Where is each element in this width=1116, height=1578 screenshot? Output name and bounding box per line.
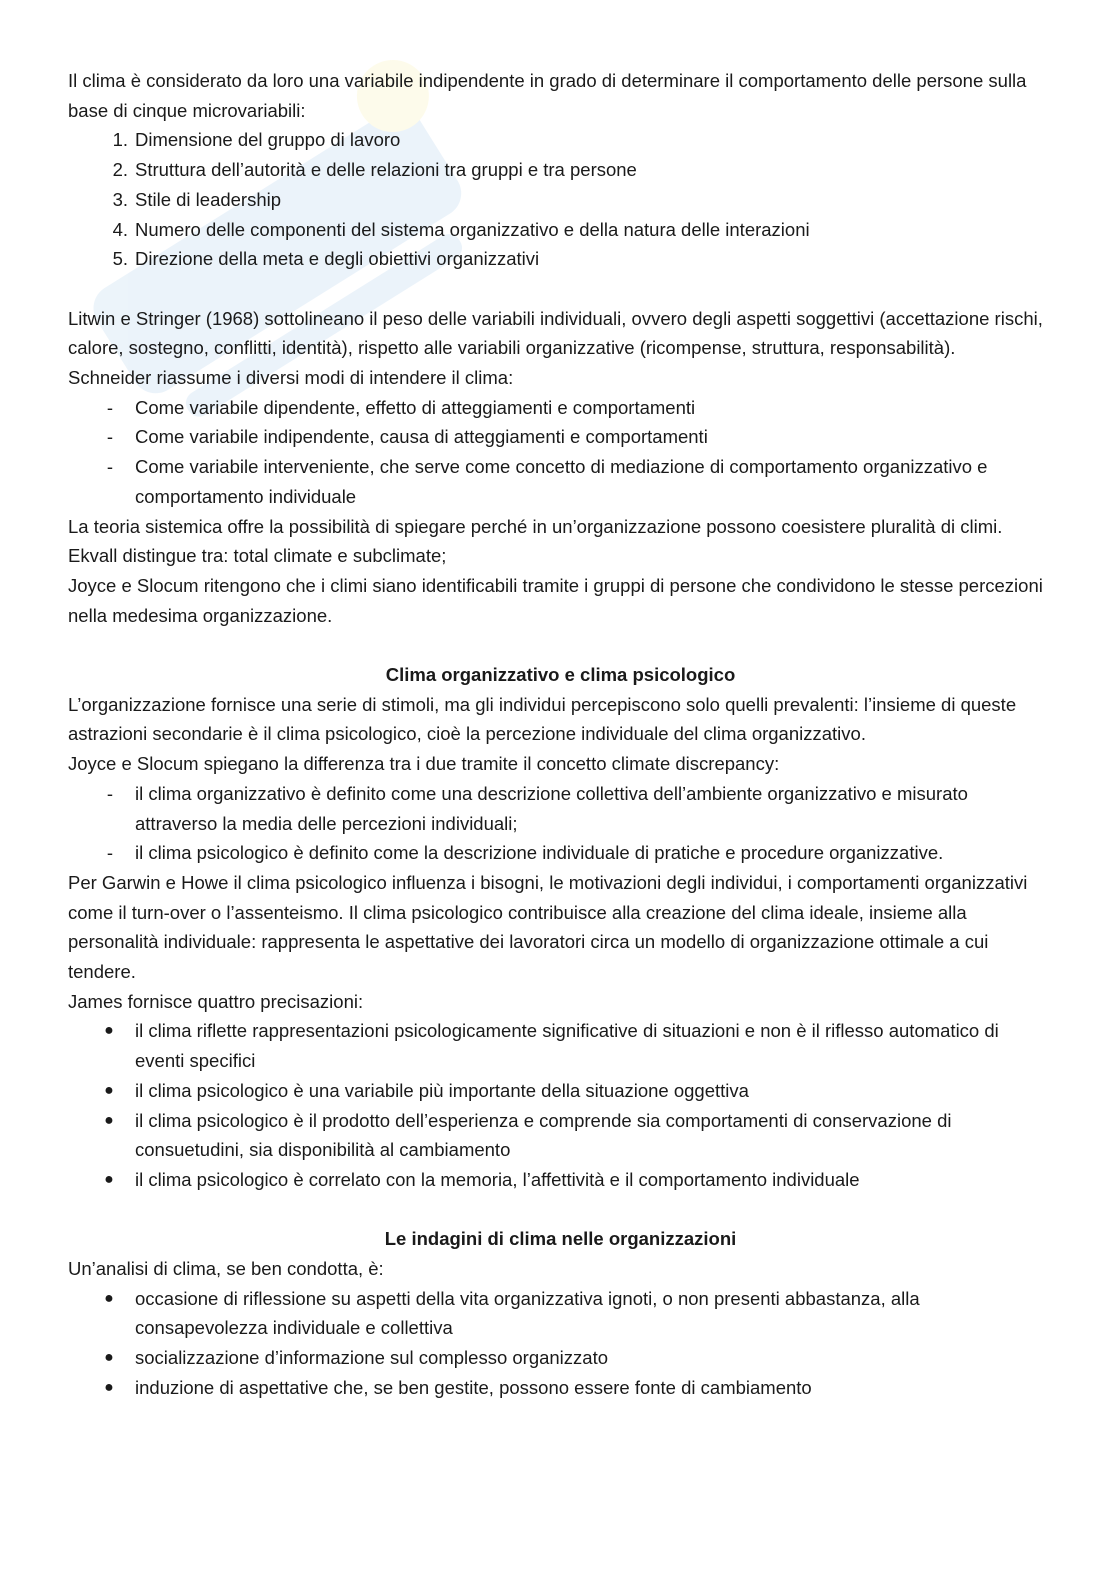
list-item-text: Come variabile dipendente, effetto di atteggiamenti e comportamenti (135, 396, 696, 418)
list-item-text: il clima psicologico è una variabile più importante della situazione oggettiva (135, 1079, 749, 1101)
microvariables-list (68, 125, 1053, 274)
list-item (68, 185, 1053, 215)
paragraph: L’organizzazione fornisce una serie di stimoli, ma gli individui percepiscono solo quelli prevalenti: l’insieme di queste astrazioni secondarie è il clima psicologico, cioè la percezione individuale del clima organizzativo. (68, 693, 1017, 745)
list-item-text: il clima psicologico è correlato con la memoria, l’affettività e il comportamento individuale (135, 1168, 860, 1190)
dash-marker: - (106, 782, 114, 804)
bullet-marker: ● (104, 1378, 114, 1396)
list-item (68, 155, 1053, 185)
list-item-text: Dimensione del gruppo di lavoro (135, 129, 401, 151)
list-item-text: Come variabile interveniente, che serve come concetto di mediazione di comportamento organizzativo e comportamento individuale (135, 456, 988, 507)
list-item-text: Direzione della meta e degli obiettivi organizzativi (135, 248, 540, 270)
dash-marker: - (106, 456, 114, 478)
list-item (68, 1373, 1053, 1403)
list-number: 2. (112, 159, 128, 181)
list-item (68, 1076, 1053, 1106)
list-number: 5. (112, 248, 128, 270)
joyce-paragraph: Joyce e Slocum ritengono che i climi siano identificabili tramite i gruppi di persone che condividono le stesse percezioni nella medesima organizzazione. (68, 574, 1043, 626)
list-item (68, 393, 1053, 423)
james-list (68, 1016, 1053, 1194)
list-item (68, 422, 1053, 452)
list-item-text: induzione di aspettative che, se ben gestite, possono essere fonte di cambiamento (135, 1376, 812, 1398)
list-item (68, 1165, 1053, 1195)
schneider-paragraph: Schneider riassume i diversi modi di intendere il clima: (68, 367, 514, 389)
list-item-text: socializzazione d’informazione sul complesso organizzato (135, 1347, 609, 1369)
section-heading: Le indagini di clima nelle organizzazioni (384, 1228, 737, 1250)
list-item-text: il clima psicologico è definito come la descrizione individuale di pratiche e procedure organizzative. (135, 842, 944, 864)
discrepancy-list (68, 779, 1053, 868)
list-item-text: Stile di leadership (135, 188, 282, 210)
bullet-marker: ● (104, 1349, 114, 1367)
paragraph: James fornisce quattro precisazioni: (68, 990, 364, 1012)
section-heading: Clima organizzativo e clima psicologico (385, 664, 736, 686)
dash-marker: - (106, 426, 114, 448)
list-item-text: Numero delle componenti del sistema organizzativo e della natura delle interazioni (135, 218, 810, 240)
litwin-paragraph: Litwin e Stringer (1968) sottolineano il peso delle variabili individuali, ovvero degli aspetti soggettivi (accettazione rischi, calore, sostegno, conflitti, identità), rispetto alle variabili organizzative (ricompense, struttura, responsabilità). (68, 307, 1043, 359)
list-item (68, 215, 1053, 245)
analysis-list (68, 1284, 1053, 1403)
teoria-paragraph: La teoria sistemica offre la possibilità di spiegare perché in un’organizzazione possono coesistere pluralità di climi. (68, 515, 1003, 537)
list-item-text: occasione di riflessione su aspetti della vita organizzativa ignoti, o non presenti abbastanza, alla consapevolezza individuale e collettiva (135, 1287, 920, 1339)
list-item-text: il clima riflette rappresentazioni psicologicamente significative di situazioni e non è il riflesso automatico di eventi specifici (135, 1020, 999, 1072)
bullet-marker: ● (104, 1170, 114, 1188)
list-item (68, 1343, 1053, 1373)
paragraph: Un’analisi di clima, se ben condotta, è: (68, 1258, 384, 1280)
bullet-marker: ● (104, 1111, 114, 1129)
schneider-list (68, 393, 1053, 512)
list-item (68, 838, 1053, 868)
list-item (68, 779, 1053, 838)
bullet-marker: ● (104, 1081, 114, 1099)
list-item (68, 452, 1053, 511)
list-item-text: Come variabile indipendente, causa di atteggiamenti e comportamenti (135, 426, 708, 448)
dash-marker: - (106, 396, 114, 418)
list-number: 4. (112, 218, 128, 240)
bullet-marker: ● (104, 1022, 114, 1040)
document-page (68, 66, 1053, 1403)
dash-marker: - (106, 842, 114, 864)
list-item (68, 1016, 1053, 1075)
ekvall-paragraph: Ekvall distingue tra: total climate e subclimate; (68, 545, 447, 567)
list-item (68, 125, 1053, 155)
list-item (68, 1284, 1053, 1343)
list-number: 3. (112, 188, 128, 210)
list-item (68, 1106, 1053, 1165)
list-number: 1. (112, 129, 128, 151)
paragraph: Joyce e Slocum spiegano la differenza tra i due tramite il concetto climate discrepancy: (68, 753, 780, 775)
list-item-text: il clima psicologico è il prodotto dell’esperienza e comprende sia comportamenti di conservazione di consuetudini, sia disponibilità al cambiamento (135, 1109, 952, 1161)
list-item-text: Struttura dell’autorità e delle relazioni tra gruppi e tra persone (135, 159, 637, 181)
bullet-marker: ● (104, 1289, 114, 1307)
list-item (68, 244, 1053, 274)
paragraph: Per Garwin e Howe il clima psicologico influenza i bisogni, le motivazioni degli individui, i comportamenti organizzativi come il turn-over o l’assenteismo. Il clima psicologico contribuisce alla creazione del clima ideale, insieme alla personalità individuale: rappresenta le aspettative dei lavoratori circa un modello di organizzazione ottimale a cui tendere. (68, 871, 1028, 983)
intro-paragraph: Il clima è considerato da loro una variabile indipendente in grado di determinare il comportamento delle persone sulla base di cinque microvariabili: (68, 70, 1027, 121)
list-item-text: il clima organizzativo è definito come una descrizione collettiva dell’ambiente organizzativo e misurato attraverso la media delle percezioni individuali; (135, 782, 968, 834)
